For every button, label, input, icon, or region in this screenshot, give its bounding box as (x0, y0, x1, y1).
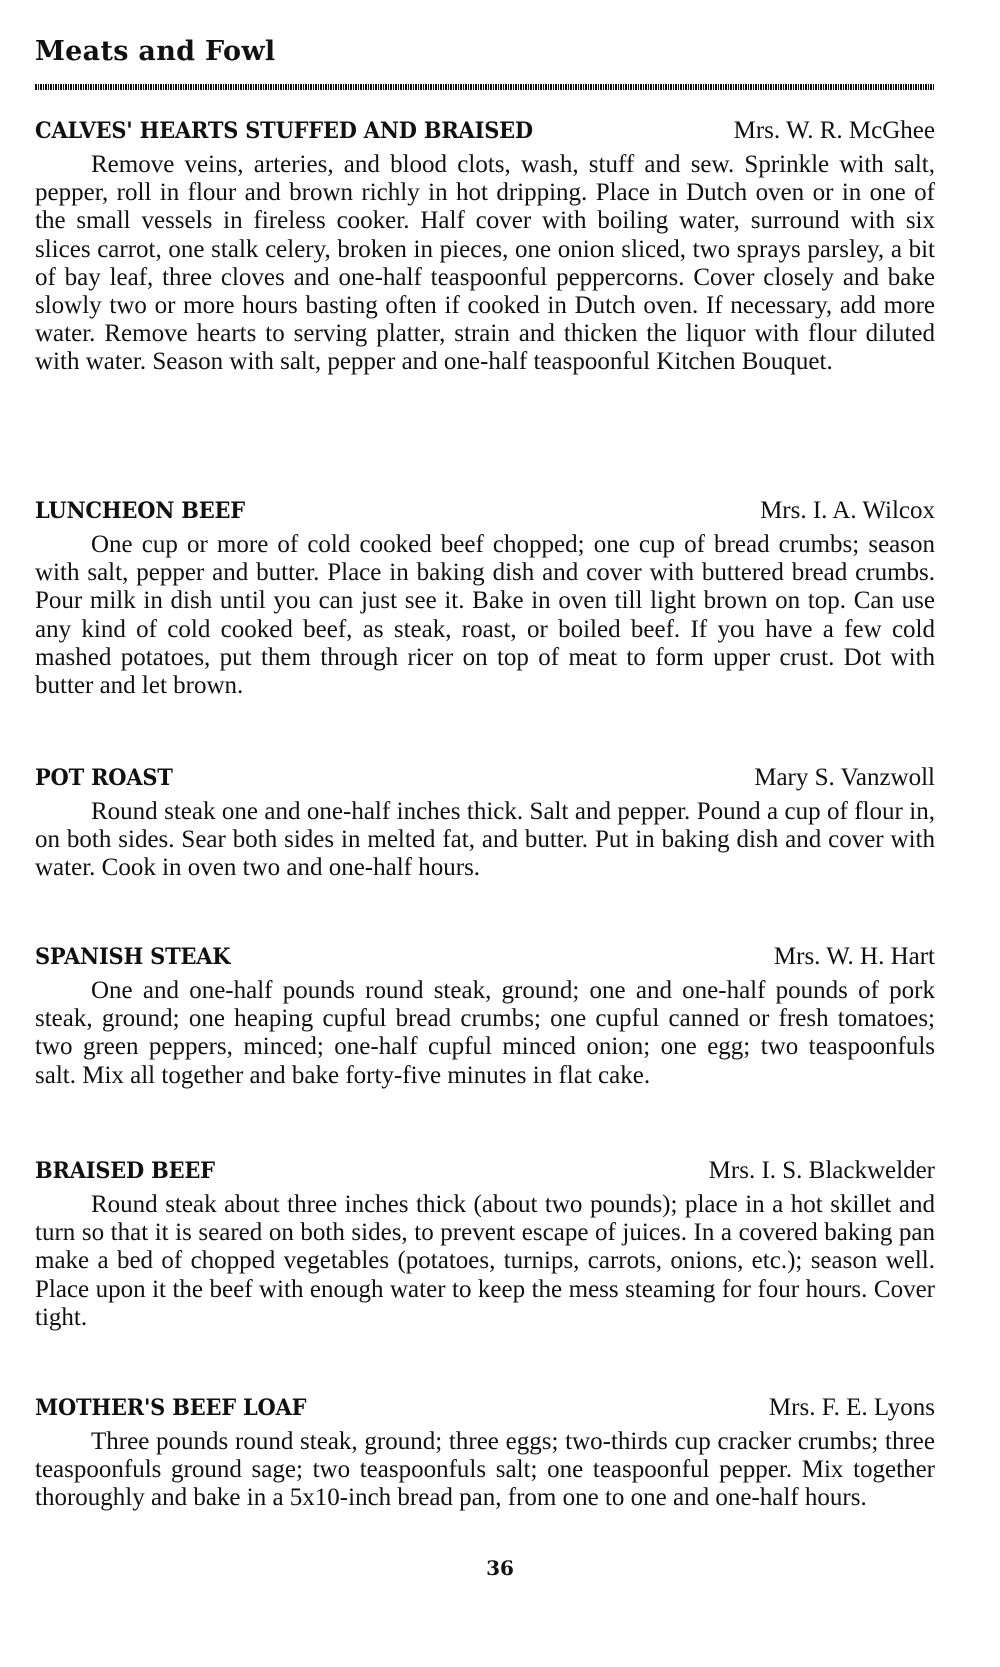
section-title: Meats and Fowl (35, 36, 276, 67)
page-number: 36 (486, 1556, 514, 1580)
recipe-text: Three pounds round steak, ground; three eggs; two-thirds cup cracker crumbs; three teaspoonfuls ground sage; two teaspoonfuls salt; one teaspoonful pepper. Mix together thoroughly and bake in a 5x10-inch bread pan, from one to one and one-half hours. (35, 1428, 935, 1512)
decorative-rule (35, 84, 935, 90)
recipe-title: LUNCHEON BEEF (35, 498, 245, 524)
recipe-text: One and one-half pounds round steak, ground; one and one-half pounds of pork steak, ground; one heaping cupful bread crumbs; one cupful canned or fresh tomatoes; two green peppers, minced; one-half cupful minced onion; one egg; two teaspoonfuls salt. Mix all together and bake forty-five minutes in flat cake. (35, 977, 935, 1089)
recipe-pot-roast (35, 764, 935, 883)
recipe-calves-hearts (35, 117, 935, 377)
recipe-luncheon-beef (35, 497, 935, 700)
recipe-author: Mrs. W. H. Hart (773, 943, 935, 970)
recipe-title: MOTHER'S BEEF LOAF (35, 1395, 307, 1421)
recipe-author: Mrs. F. E. Lyons (768, 1394, 935, 1421)
recipe-author: Mrs. I. A. Wilcox (760, 497, 935, 524)
recipe-author: Mrs. W. R. McGhee (733, 117, 935, 144)
recipe-author: Mrs. I. S. Blackwelder (708, 1157, 935, 1184)
recipe-spanish-steak (35, 943, 935, 1090)
recipe-title: CALVES' HEARTS STUFFED AND BRAISED (35, 118, 533, 144)
recipe-title: SPANISH STEAK (35, 944, 231, 970)
recipe-author: Mary S. Vanzwoll (754, 764, 935, 791)
recipe-text: Round steak about three inches thick (about two pounds); place in a hot skillet and turn so that it is seared on both sides, to prevent escape of juices. In a covered baking pan make a bed of chopped vegetables (potatoes, turnips, carrots, onions, etc.); season well. Place upon it the beef with enough water to keep the mess steaming for four hours. Cover tight. (35, 1191, 935, 1331)
recipe-title: POT ROAST (35, 765, 173, 791)
recipe-mothers-beef-loaf (35, 1394, 935, 1513)
recipe-text: Round steak one and one-half inches thick. Salt and pepper. Pound a cup of flour in, on both sides. Sear both sides in melted fat, and butter. Put in baking dish and cover with water. Cook in oven two and one-half hours. (35, 798, 935, 882)
recipe-text: Remove veins, arteries, and blood clots, wash, stuff and sew. Sprinkle with salt, pepper, roll in flour and brown richly in hot dripping. Place in Dutch oven or in one of the small vessels in fireless cooker. Half cover with boiling water, surround with six slices carrot, one stalk celery, broken in pieces, one onion sliced, two sprays parsley, a bit of bay leaf, three cloves and one-half teaspoonful peppercorns. Cover closely and bake slowly two or more hours basting often if cooked in Dutch oven. If necessary, add more water. Remove hearts to serving platter, strain and thicken the liquor with flour diluted with water. Season with salt, pepper and one-half teaspoonful Kitchen Bouquet. (35, 151, 935, 376)
recipe-title: BRAISED BEEF (35, 1158, 215, 1184)
recipe-text: One cup or more of cold cooked beef chopped; one cup of bread crumbs; season with salt, pepper and butter. Place in baking dish and cover with buttered bread crumbs. Pour milk in dish until you can just see it. Bake in oven till light brown on top. Can use any kind of cold cooked beef, as steak, roast, or boiled beef. If you have a few cold mashed potatoes, put them through ricer on top of meat to form upper crust. Dot with butter and let brown. (35, 531, 935, 700)
recipe-braised-beef (35, 1157, 935, 1332)
